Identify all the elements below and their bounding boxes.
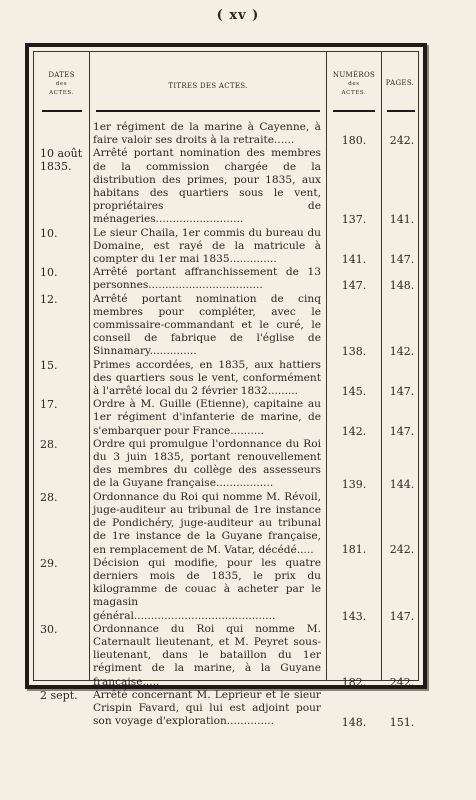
header-numeros-line: ACTES. [341,90,367,96]
table-body [34,121,418,728]
row-title: Ordre qui promulgue l'ordonnance du Roi du 3 juin 1835, portant renouvellement des membres du collège des assesseurs de la Guyane française................. [93,437,321,490]
header-rule [96,110,320,112]
page-number: ( xv ) [216,8,260,23]
row-number: 143. [341,609,367,623]
header-pages: PAGES. [385,79,415,87]
row-page: 147. [389,385,415,399]
header-numeros [327,71,381,98]
row-title: Décision qui modifie, pour les quatre derniers mois de 1835, le prix du kilogramme de couac à acheter par le magasin général.......................................... [93,556,321,622]
header-dates-line: DATES [48,71,75,79]
header-titres: TITRES DES ACTES. [168,82,248,90]
row-title: 1er régiment de la marine à Cayenne, à faire valoir ses droits à la retraite...... [93,121,321,147]
header-numeros-line: des [348,81,360,87]
row-date: 15. [40,358,58,372]
row-title: Le sieur Chaila, 1er commis du bureau du Domaine, est rayé de la matricule à compter du 1er mai 1835.............. [93,226,321,266]
row-date: 10. [40,226,58,240]
header-dates-line: ACTES. [49,90,74,96]
row-number: 141. [341,253,367,267]
header-dates-line: des [55,81,68,87]
row-number: 137. [341,213,367,227]
table-inner [33,51,419,729]
header-dates [34,71,89,98]
row-page: 147. [389,253,415,267]
row-page: 147. [389,425,415,439]
row-page: 242. [389,543,415,557]
row-page: 144. [389,477,415,491]
row-date: 29. [40,556,58,570]
table-row [34,398,418,438]
row-number: 145. [341,385,367,399]
row-number: 181. [341,543,367,557]
row-title: Ordre à M. Guille (Etienne), capitaine au 1er régiment d'infanterie de marine, de s'embarquer pour France.......... [93,398,321,437]
row-number: 180. [341,133,367,147]
table-row [34,491,418,557]
row-date: 12. [40,292,58,306]
row-page: 142. [389,345,415,359]
row-date: 17. [40,398,58,412]
row-page: 242. [389,133,415,147]
row-title: Arrêté portant nomination de cinq membres pour compléter, avec le commissaire-commandant et le curé, le conseil de fabrique de l'église de Sinnamary.............. [93,292,321,358]
row-title: Arrêté concernant M. Leprieur et le sieur Crispin Favard, qui lui est adjoint pour son voyage d'exploration.............. [93,688,321,728]
table-row [34,438,418,491]
row-title: Ordonnance du Roi qui nomme M. Caternault lieutenant, et M. Peyret sous-lieutenant, dans le bataillon du 1er régiment de la marine, à la Guyane française..... [93,622,321,688]
row-number: 182. [341,675,367,689]
table-row [34,359,418,399]
row-page: 141. [389,213,415,227]
table-row [34,121,418,147]
row-number: 148. [341,715,367,729]
row-date: 10 août 1835. [40,147,83,174]
row-number: 139. [341,477,367,491]
table-row [34,293,418,359]
row-title: Ordonnance du Roi qui nomme M. Révoil, juge-auditeur au tribunal de 1re instance de Pondichéry, juge-auditeur au tribunal de 1re instance de la Guyane française, en remplacement de M. Vatar, décédé..... [93,490,321,556]
row-page: 242. [389,675,415,689]
row-date: 30. [40,622,58,636]
row-page: 148. [389,279,415,293]
row-number: 138. [341,345,367,359]
row-number: 147. [341,279,367,293]
row-date: 2 sept. [40,688,78,702]
row-date: 28. [40,490,58,504]
row-date: 10. [40,266,58,280]
header-rule [387,110,415,112]
row-number: 142. [341,425,367,439]
table-row [34,623,418,689]
row-title: Primes accordées, en 1835, aux hattiers des quartiers sous le vent, conformément à l'arrêté local du 2 février 1832......... [93,358,321,398]
table-row [34,557,418,623]
header-rule [42,110,82,112]
table-row [34,227,418,267]
row-date: 28. [40,437,58,451]
table-row [34,689,418,729]
row-title: Arrêté portant nomination des membres de la commission chargée de la distribution des primes, pour 1835, aux habitans des quartiers sous le vent, propriétaires de ménageries.......................... [93,147,321,226]
header-rule [333,110,375,112]
table-frame [25,43,427,729]
table-row [34,266,418,292]
table-row [34,147,418,226]
row-page: 147. [389,609,415,623]
row-page: 151. [389,715,415,729]
row-title: Arrêté portant affranchissement de 13 personnes.................................. [93,266,321,292]
header-numeros-line: NUMÉROS [332,71,376,79]
